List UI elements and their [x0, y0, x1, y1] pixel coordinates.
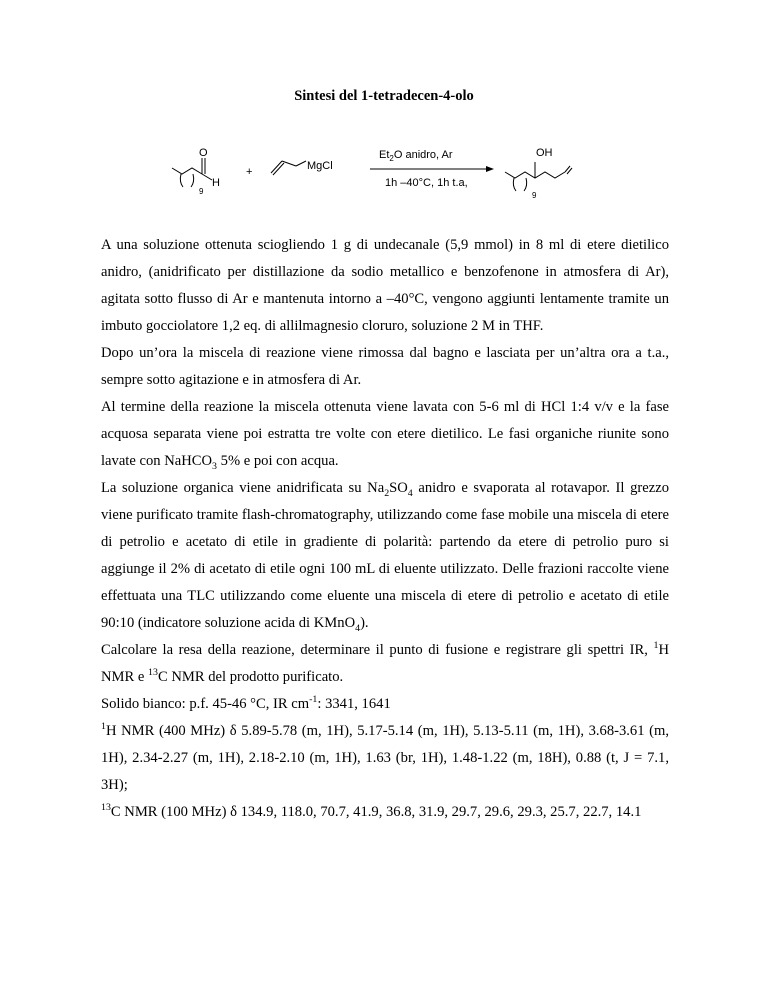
chain-repeat-label: 9 [199, 187, 204, 196]
paragraph-13c-nmr: $^{13}$C NMR (100 MHz) δ 134.9, 118.0, 70.7, 41.9, 36.8, 31.9, 29.7, 29.6, 29.3, 25.7, 22.7, 14.1 [101, 802, 642, 820]
paragraph-characterization: Solido bianco: p.f. 45-46 °C, IR $cm^{-1}$: 3341, 1641 [101, 694, 391, 712]
carbonyl-oxygen-label: O [199, 147, 208, 159]
paragraph-procedure-1: A una soluzione ottenuta sciogliendo 1 g di undecanale (5,9 mmol) in 8 ml di etere dietilico anidro, (anidrificato per distillazione da sodio metallico e benzofenone in atmosfera di Ar), agitata sotto flusso di Ar e mantenuta intorno a –40°C, vengono aggiunti lentamente tramite un imbuto gocciolatore 1,2 eq. di allilmagnesio cloruro, soluzione 2 M in THF. [101, 237, 669, 334]
paragraph-purification: La soluzione organica viene anidrificata su $Na_2SO_4$ anidro e svaporata al rotavapor. Il grezzo viene purificato tramite flash-chromatography, utilizzando come fase mobile una miscela di etere di petrolio e acetato di etile in gradiente di polarità: partendo da etere di petrolio puro si aggiunge il 2% di acetato di etile ogni 100 mL di eluente utilizzato. Delle frazioni raccolte viene effettuata una TLC utilizzando come eluente una miscela di etere di petrolio e acetato di etile 90:10 (indicatore soluzione acida di KMnO$_4$). [101, 480, 669, 634]
condition-top: $Et_2O$ anidro, Ar [379, 149, 453, 163]
reaction-arrow [370, 166, 494, 172]
reaction-scheme [160, 138, 620, 228]
product-chain-repeat-label: 9 [532, 191, 537, 200]
mgcl-label: MgCl [307, 160, 333, 172]
allylmagnesium-structure [271, 161, 306, 175]
undecanal-structure [172, 158, 212, 187]
document-title: Sintesi del 1-tetradecen-4-olo [294, 88, 474, 104]
plus-sign: + [246, 166, 253, 178]
aldehyde-hydrogen-label: H [212, 177, 220, 189]
paragraph-1h-nmr: $^1$H NMR (400 MHz) δ 5.89-5.78 (m, 1H), 5.17-5.14 (m, 1H), 5.13-5.11 (m, 1H), 3.68-3.61 (m, 1H), 2.34-2.27 (m, 1H), 2.18-2.10 (m, 1H), 1.63 (br, 1H), 1.48-1.22 (m, 18H), 0.88 (t, J = 7.1, 3H); [101, 721, 669, 793]
paragraph-procedure-2: Dopo un’ora la miscela di reazione viene rimossa dal bagno e lasciata per un’altra ora a t.a., sempre sotto agitazione e in atmosfera di Ar. [101, 345, 669, 388]
paragraph-tasks: Calcolare la resa della reazione, determinare il punto di fusione e registrare gli spettri IR, $^1$H NMR e $^{13}$C NMR del prodotto purificato. [101, 640, 669, 685]
product-structure [505, 162, 572, 191]
paragraph-workup: Al termine della reazione la miscela ottenuta viene lavata con 5-6 ml di HCl 1:4 v/v e la fase acquosa separata viene poi estratta tre volte con etere dietilico. Le fasi organiche riunite sono lavate con NaHCO$_3$ 5% e poi con acqua. [101, 399, 669, 472]
procedure-text [101, 232, 669, 826]
condition-bottom: 1h –40°C, 1h t.a, [385, 177, 468, 189]
hydroxyl-label: OH [536, 147, 553, 159]
